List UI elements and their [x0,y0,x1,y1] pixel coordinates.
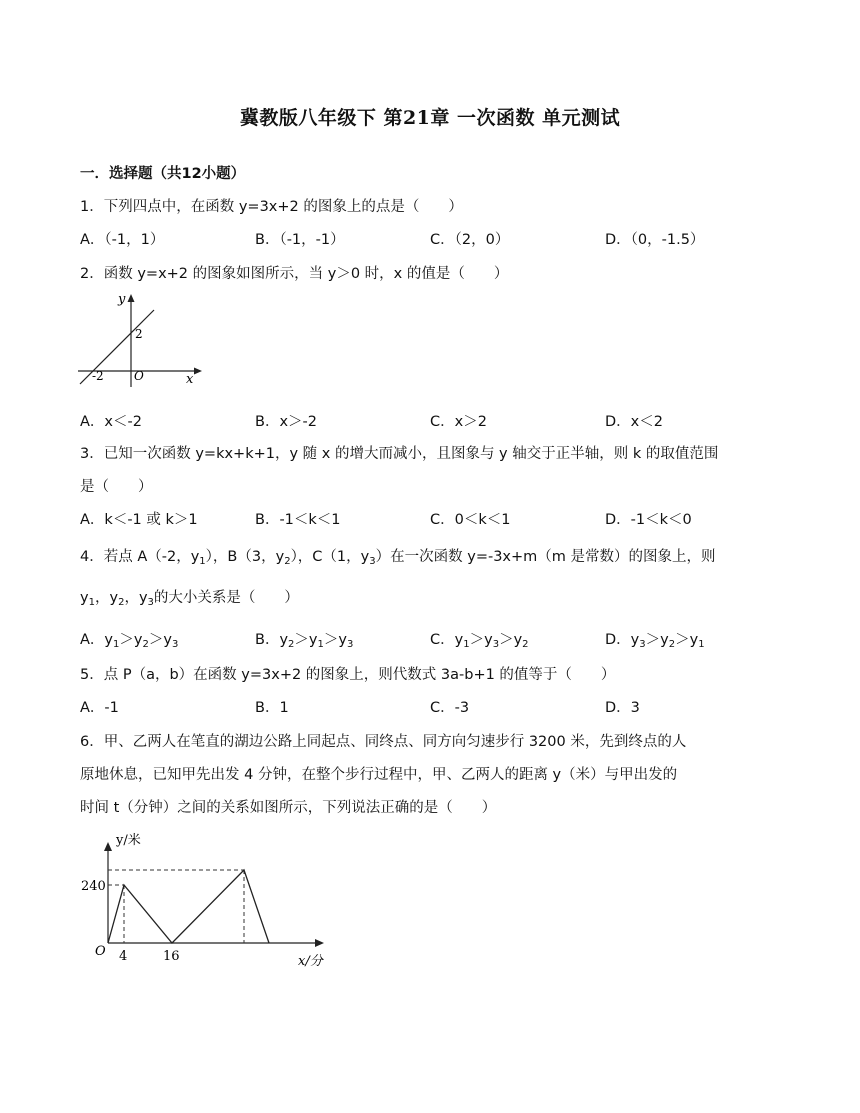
graph-x-label: x/分 [298,954,323,969]
graph-y-240-label: 240 [81,879,106,894]
x-axis-arrow-icon [315,939,324,947]
graph-y-label: y/米 [116,833,141,848]
question-5-option-c: C．-3 [430,700,470,716]
question-6-stem-line-1: 6．甲、乙两人在笔直的湖边公路上同起点、同终点、同方向匀速步行 3200 米，先到终点的人 [80,734,687,750]
question-1-option-b: B．（-1，-1） [255,232,345,248]
question-2-option-c: C．x＞2 [430,414,487,430]
x-axis-arrow-icon [194,368,202,375]
page-title: 冀教版八年级下 第21章 一次函数 单元测试 [239,107,621,129]
question-4-option-b: B．$y_2>y_1>y_3$ [255,632,354,650]
question-3-option-c: C．0＜k＜1 [430,512,511,528]
question-1-option-a: A．（-1，1） [80,232,165,248]
question-2-stem: 2．函数 y=x+2 的图象如图所示，当 y＞0 时，x 的值是（ ） [80,266,509,282]
question-5-option-a: A．-1 [80,700,119,716]
question-4-stem-line-2: $y_1$，$y_2$，$y_3$的大小关系是（ ） [80,590,299,608]
graph-y-intercept-label: 2 [135,327,143,341]
question-3-option-a: A．k＜-1 或 k＞1 [80,512,198,528]
y-axis-arrow-icon [104,842,112,851]
question-5-stem: 5．点 P（a，b）在函数 y=3x+2 的图象上，则代数式 3a-b+1 的值等于（ ） [80,667,616,683]
question-3-stem-line-2: 是（ ） [80,479,153,495]
question-3-option-d: D．-1＜k＜0 [605,512,692,528]
question-2-option-a: A．x＜-2 [80,414,142,430]
question-4-option-c: C．$y_1>y_3>y_2$ [430,632,529,650]
question-3-stem-line-1: 3．已知一次函数 y=kx+k+1，y 随 x 的增大而减小，且图象与 y 轴交于正半轴，则 k 的取值范围 [80,446,719,462]
graph-x-intercept-label: -2 [92,369,104,383]
graph-origin-label: O [95,944,106,959]
question-1-stem: 1．下列四点中，在函数 y=3x+2 的图象上的点是（ ） [80,199,463,215]
question-6-graph [76,826,346,974]
section-heading: 一．选择题（共12小题） [80,166,246,182]
question-3-option-b: B．-1＜k＜1 [255,512,341,528]
graph-x-label: x [186,372,194,387]
question-4-option-a: A．$y_1>y_2>y_3$ [80,632,179,650]
question-5-option-d: D．3 [605,700,640,716]
question-1-option-c: C．（2，0） [430,232,510,248]
question-4-stem-line-1: 4．若点 A（-2，$y_1$），B（3，$y_2$），C（1，$y_3$）在一次函数 y=-3x+m（m 是常数）的图象上，则 [80,549,716,567]
question-6-stem-line-2: 原地休息，已知甲先出发 4 分钟，在整个步行过程中，甲、乙两人的距离 y（米）与甲出发的 [80,767,678,783]
question-2-graph [74,290,204,390]
distance-polyline [108,870,269,943]
question-1-option-d: D．（0，-1.5） [605,232,705,248]
graph-x-16-label: 16 [163,949,180,964]
question-2-option-d: D．x＜2 [605,414,663,430]
graph-origin-label: O [134,369,144,383]
graph-y-label: y [118,292,126,307]
question-2-option-b: B．x＞-2 [255,414,317,430]
graph-x-4-label: 4 [119,949,128,964]
question-5-option-b: B．1 [255,700,289,716]
question-4-option-d: D．$y_3>y_2>y_1$ [605,632,705,650]
y-axis-arrow-icon [128,294,135,302]
question-6-stem-line-3: 时间 t（分钟）之间的关系如图所示，下列说法正确的是（ ） [80,800,497,816]
